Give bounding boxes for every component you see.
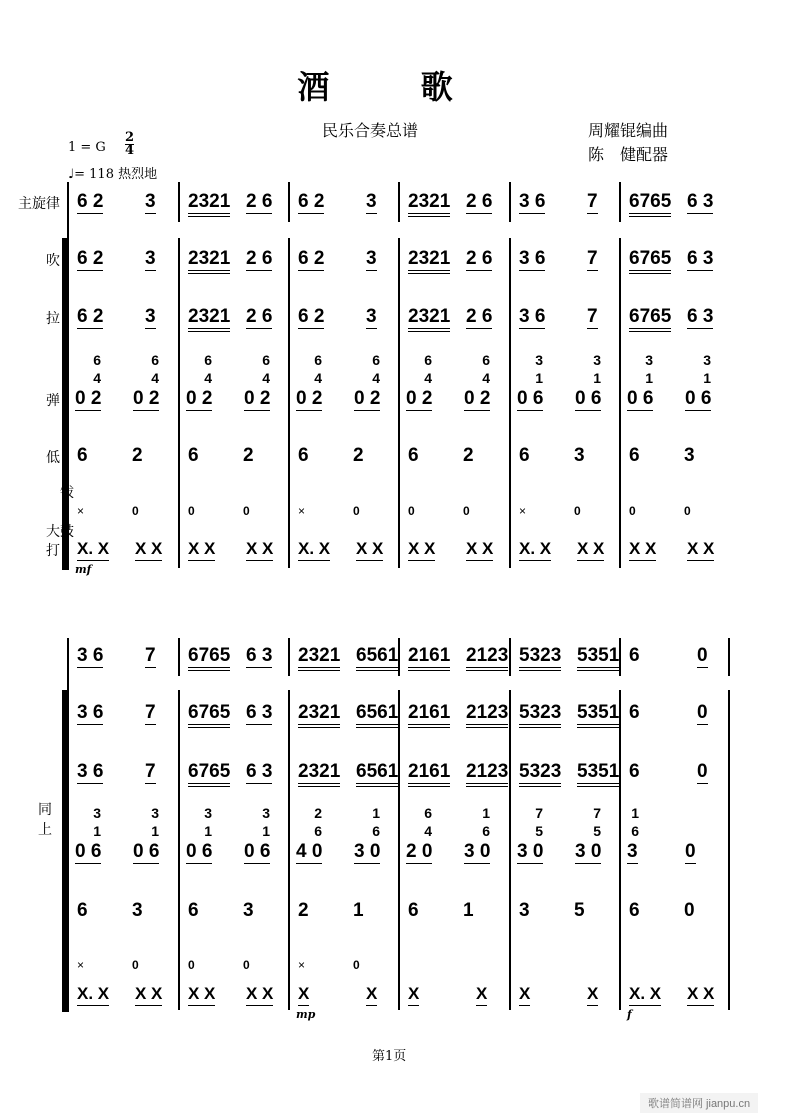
melody-note: 6561 xyxy=(356,646,398,671)
wind-note: 6 2 xyxy=(298,248,325,269)
pluck-chord: 3 1 xyxy=(151,805,159,839)
pluck-note: 0 6 xyxy=(244,841,271,862)
cymbal-note: 0 xyxy=(574,504,581,518)
drum-note: X. X xyxy=(77,984,109,1006)
pluck-chord: 3 1 xyxy=(703,352,711,386)
melody-note: 6 3 xyxy=(687,191,714,212)
drum-note: X xyxy=(476,984,487,1006)
melody-note: 7 xyxy=(145,645,156,666)
wind-note: 6561 xyxy=(356,703,398,728)
bass-note: 2 xyxy=(243,445,254,466)
bar-line xyxy=(288,238,290,568)
wind-note: 2321 xyxy=(188,249,230,274)
wind-note: 7 xyxy=(587,248,598,269)
string-note: 2123 xyxy=(466,762,508,787)
cymbal-note: × xyxy=(298,504,306,518)
bar-line xyxy=(509,638,511,676)
pluck-label: 弹 xyxy=(46,393,60,409)
bass-note: 6 xyxy=(188,900,199,921)
melody-note: 2321 xyxy=(298,646,340,671)
bass-note: 2 xyxy=(463,445,474,466)
melody-note: 2321 xyxy=(408,192,450,217)
bass-note: 3 xyxy=(519,900,530,921)
pluck-chord: 3 1 xyxy=(593,352,601,386)
pluck-chord: 1 6 xyxy=(631,805,639,839)
cymbal-note: 0 xyxy=(132,504,139,518)
wind-note: 6 3 xyxy=(246,702,273,723)
string-note: 6765 xyxy=(629,307,671,332)
pluck-chord: 6 4 xyxy=(93,352,101,386)
bass-note: 6 xyxy=(188,445,199,466)
melody-note: 3 6 xyxy=(519,191,546,212)
drum-note: X xyxy=(519,984,530,1006)
wind-note: 5351 xyxy=(577,703,619,728)
melody-note: 2 6 xyxy=(246,191,273,212)
bass-note: 2 xyxy=(132,445,143,466)
pluck-chord: 3 1 xyxy=(535,352,543,386)
wind-note: 2123 xyxy=(466,703,508,728)
time-numerator: 2 xyxy=(125,130,135,145)
pluck-note: 0 2 xyxy=(133,388,160,409)
wind-note: 2321 xyxy=(298,703,340,728)
dynamic-marking: mp xyxy=(296,1008,316,1021)
melody-note: 3 6 xyxy=(77,645,104,666)
pluck-chord: 6 4 xyxy=(482,352,490,386)
bar-line xyxy=(728,638,730,676)
dynamic-marking: mf xyxy=(75,563,92,576)
bass-note: 6 xyxy=(519,445,530,466)
string-note: 3 6 xyxy=(519,306,546,327)
melody-note: 5351 xyxy=(577,646,619,671)
drum-label: 大鼓 xyxy=(46,524,74,540)
drum-note: X xyxy=(587,984,598,1006)
pluck-note: 0 2 xyxy=(75,388,102,409)
watermark: 歌谱简谱网 jianpu.cn xyxy=(640,1093,758,1113)
pluck-note: 3 0 xyxy=(464,841,491,862)
wind-note: 2 6 xyxy=(246,248,273,269)
bar-line xyxy=(288,690,290,1010)
bass-note: 6 xyxy=(298,445,309,466)
melody-note: 2 6 xyxy=(466,191,493,212)
string-note: 6 3 xyxy=(246,761,273,782)
pluck-note: 0 6 xyxy=(575,388,602,409)
pluck-note: 4 0 xyxy=(296,841,323,862)
bass-note: 3 xyxy=(243,900,254,921)
string-note: 6 3 xyxy=(687,306,714,327)
bass-note: 0 xyxy=(684,900,695,921)
page-number: 第1页 xyxy=(372,1049,407,1064)
bar-line xyxy=(67,638,69,1012)
drum-note: X X xyxy=(135,984,162,1006)
pluck-chord: 6 4 xyxy=(314,352,322,386)
bar-line xyxy=(398,690,400,1010)
melody-note: 2123 xyxy=(466,646,508,671)
pluck-chord: 6 4 xyxy=(372,352,380,386)
drum-note: X X xyxy=(188,984,215,1006)
drum-note: X X xyxy=(188,539,215,561)
quarter-note-icon: ♩ xyxy=(68,167,75,182)
pluck-chord: 6 4 xyxy=(424,805,432,839)
pluck-note: 0 2 xyxy=(296,388,323,409)
wind-note: 6 3 xyxy=(687,248,714,269)
pluck-note: 3 0 xyxy=(517,841,544,862)
drum-note: X X xyxy=(687,539,714,561)
melody-note: 6 2 xyxy=(298,191,325,212)
pluck-note: 0 2 xyxy=(244,388,271,409)
pluck-note: 0 6 xyxy=(75,841,102,862)
time-denominator: 4 xyxy=(125,143,135,158)
bar-line xyxy=(509,182,511,222)
drum-note: X xyxy=(366,984,377,1006)
cymbal-note: × xyxy=(77,504,85,518)
melody-note: 6765 xyxy=(629,192,671,217)
pluck-note: 0 2 xyxy=(186,388,213,409)
bass-note: 2 xyxy=(353,445,364,466)
bar-line xyxy=(509,690,511,1010)
bar-line xyxy=(728,690,730,1010)
pluck-chord: 3 1 xyxy=(645,352,653,386)
bar-line xyxy=(178,690,180,1010)
wind-note: 2161 xyxy=(408,703,450,728)
cymbal-note: × xyxy=(77,958,85,972)
wind-note: 0 xyxy=(697,702,708,723)
pluck-chord: 1 6 xyxy=(482,805,490,839)
string-note: 2321 xyxy=(408,307,450,332)
bar-line xyxy=(178,638,180,676)
string-note: 3 6 xyxy=(77,761,104,782)
cymbal-note: × xyxy=(298,958,306,972)
string-note: 5351 xyxy=(577,762,619,787)
string-note: 2 6 xyxy=(466,306,493,327)
pluck-chord: 6 4 xyxy=(424,352,432,386)
drum-note: X X xyxy=(466,539,493,561)
wind-note: 7 xyxy=(145,702,156,723)
pluck-note: 0 2 xyxy=(464,388,491,409)
tempo-marking xyxy=(68,163,157,182)
percussion-label: 打 xyxy=(46,543,60,559)
wind-note: 2 6 xyxy=(466,248,493,269)
cymbal-note: 0 xyxy=(353,504,360,518)
bass-note: 6 xyxy=(629,445,640,466)
cymbal-note: 0 xyxy=(132,958,139,972)
bar-line xyxy=(398,238,400,568)
cymbal-note: 0 xyxy=(243,504,250,518)
wind-note: 3 xyxy=(145,248,156,269)
drum-note: X. X xyxy=(298,539,330,561)
melody-note: 6765 xyxy=(188,646,230,671)
melody-note: 6 3 xyxy=(246,645,273,666)
string-note: 6 2 xyxy=(77,306,104,327)
wind-note: 6 xyxy=(629,702,640,723)
drum-note: X X xyxy=(246,539,273,561)
string-note: 7 xyxy=(145,761,156,782)
pluck-note: 0 2 xyxy=(406,388,433,409)
cymbal-note: 0 xyxy=(463,504,470,518)
cymbal-note: × xyxy=(519,504,527,518)
melody-note: 6 2 xyxy=(77,191,104,212)
melody-note: 3 xyxy=(145,191,156,212)
cymbal-note: 0 xyxy=(188,504,195,518)
drum-note: X X xyxy=(246,984,273,1006)
bar-line xyxy=(619,690,621,1010)
bar-line xyxy=(288,638,290,676)
wind-note: 6765 xyxy=(188,703,230,728)
string-note: 6 2 xyxy=(298,306,325,327)
drum-note: X X xyxy=(577,539,604,561)
drum-note: X X xyxy=(135,539,162,561)
string-note: 6561 xyxy=(356,762,398,787)
wind-label: 吹 xyxy=(46,253,60,269)
string-note: 6765 xyxy=(188,762,230,787)
drum-note: X X xyxy=(408,539,435,561)
string-note: 3 xyxy=(366,306,377,327)
wind-note: 2321 xyxy=(408,249,450,274)
cymbal-note: 0 xyxy=(629,504,636,518)
wind-note: 3 6 xyxy=(519,248,546,269)
pluck-chord: 7 5 xyxy=(593,805,601,839)
bar-line xyxy=(288,182,290,222)
bar-line xyxy=(509,238,511,568)
drum-note: X X xyxy=(356,539,383,561)
wind-note: 6 2 xyxy=(77,248,104,269)
tempo-text: = 118 热烈地 xyxy=(74,167,158,182)
cymbal-note: 0 xyxy=(353,958,360,972)
bar-line xyxy=(619,238,621,568)
pluck-note: 3 0 xyxy=(354,841,381,862)
pluck-note: 3 0 xyxy=(575,841,602,862)
bar-line xyxy=(67,182,69,570)
bar-line xyxy=(398,182,400,222)
pluck-chord: 3 1 xyxy=(204,805,212,839)
key-signature: 1 = G xyxy=(68,140,106,155)
bar-line xyxy=(619,182,621,222)
time-signature xyxy=(125,132,134,157)
string-note: 2161 xyxy=(408,762,450,787)
bass-label: 低 xyxy=(46,450,60,466)
cymbal-note: 0 xyxy=(684,504,691,518)
bass-note: 6 xyxy=(629,900,640,921)
pluck-note: 0 6 xyxy=(517,388,544,409)
bass-note: 3 xyxy=(684,445,695,466)
orchestrator-credit: 陈 健配器 xyxy=(588,145,669,164)
bass-note: 1 xyxy=(353,900,364,921)
pluck-note: 3 xyxy=(627,841,638,862)
string-note: 2321 xyxy=(298,762,340,787)
pluck-chord: 6 4 xyxy=(204,352,212,386)
drum-note: X. X xyxy=(77,539,109,561)
pluck-note: 0 6 xyxy=(186,841,213,862)
melody-note: 6 xyxy=(629,645,640,666)
subtitle: 民乐合奏总谱 xyxy=(322,121,419,140)
cymbal-note: 0 xyxy=(408,504,415,518)
bass-note: 3 xyxy=(574,445,585,466)
bass-note: 6 xyxy=(77,445,88,466)
pluck-chord: 3 1 xyxy=(262,805,270,839)
bass-note: 3 xyxy=(132,900,143,921)
bass-note: 6 xyxy=(77,900,88,921)
pluck-chord: 1 6 xyxy=(372,805,380,839)
pluck-note: 0 xyxy=(685,841,696,862)
bass-note: 6 xyxy=(408,445,419,466)
system-bracket xyxy=(62,690,67,1012)
drum-note: X. X xyxy=(629,984,661,1006)
string-note: 0 xyxy=(697,761,708,782)
pluck-note: 2 0 xyxy=(406,841,433,862)
string-label: 拉 xyxy=(46,311,60,327)
drum-note: X xyxy=(408,984,419,1006)
bar-line xyxy=(178,182,180,222)
cymbal-note: 0 xyxy=(243,958,250,972)
bass-note: 5 xyxy=(574,900,585,921)
wind-note: 3 xyxy=(366,248,377,269)
arranger-credit: 周耀锟编曲 xyxy=(588,121,669,140)
score-title: 酒 歌 xyxy=(297,68,493,106)
melody-note: 2161 xyxy=(408,646,450,671)
pluck-chord: 6 4 xyxy=(151,352,159,386)
drum-note: X xyxy=(298,984,309,1006)
pluck-note: 0 6 xyxy=(133,841,160,862)
drum-note: X X xyxy=(629,539,656,561)
melody-note: 0 xyxy=(697,645,708,666)
bass-note: 1 xyxy=(463,900,474,921)
pluck-note: 0 2 xyxy=(354,388,381,409)
string-note: 7 xyxy=(587,306,598,327)
string-note: 6 xyxy=(629,761,640,782)
melody-note: 5323 xyxy=(519,646,561,671)
drum-note: X. X xyxy=(519,539,551,561)
melody-note: 2321 xyxy=(188,192,230,217)
string-note: 3 xyxy=(145,306,156,327)
melody-note: 3 xyxy=(366,191,377,212)
drum-note: X X xyxy=(687,984,714,1006)
cymbal-label: 钹 xyxy=(60,485,74,501)
pluck-chord: 6 4 xyxy=(262,352,270,386)
bass-note: 2 xyxy=(298,900,309,921)
bass-note: 6 xyxy=(408,900,419,921)
pluck-chord: 2 6 xyxy=(314,805,322,839)
string-note: 2321 xyxy=(188,307,230,332)
cymbal-note: 0 xyxy=(188,958,195,972)
dynamic-marking: f xyxy=(627,1008,632,1021)
melody-note: 7 xyxy=(587,191,598,212)
melody-label: 主旋律 xyxy=(18,196,60,212)
bar-line xyxy=(178,238,180,568)
wind-note: 6765 xyxy=(629,249,671,274)
pluck-note: 0 6 xyxy=(685,388,712,409)
pluck-chord: 7 5 xyxy=(535,805,543,839)
string-note: 2 6 xyxy=(246,306,273,327)
same-as-above-label: 同上 xyxy=(38,802,52,838)
pluck-chord: 3 1 xyxy=(93,805,101,839)
string-note: 5323 xyxy=(519,762,561,787)
wind-note: 5323 xyxy=(519,703,561,728)
wind-note: 3 6 xyxy=(77,702,104,723)
pluck-note: 0 6 xyxy=(627,388,654,409)
